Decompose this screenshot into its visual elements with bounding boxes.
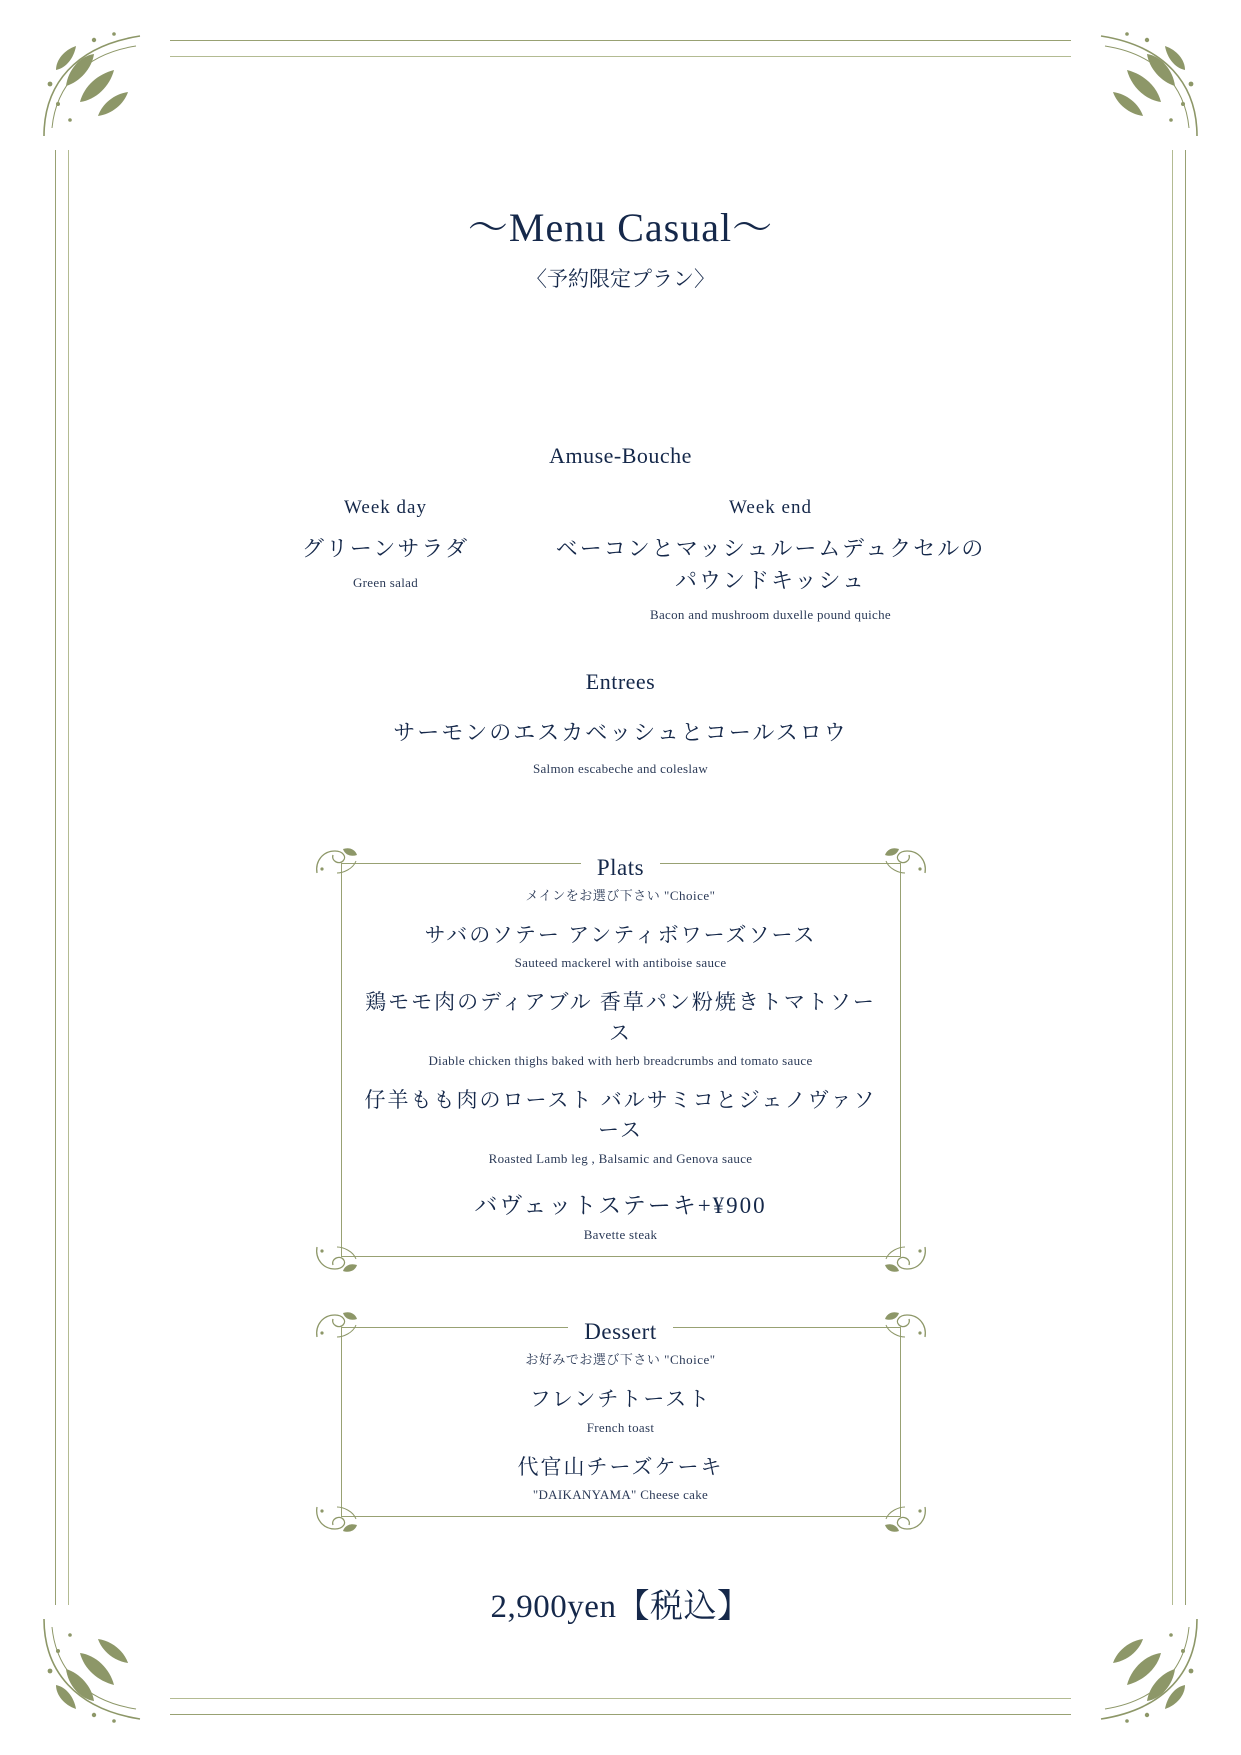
menu-item	[359, 987, 883, 1069]
menu-item-en: French toast	[586, 1419, 655, 1435]
weekend-dish-jp-line1: ベーコンとマッシュルームデュクセルの	[555, 536, 986, 561]
plats-choice-note: メインをお選び下さい "Choice"	[525, 887, 716, 903]
menu-item-jp: フレンチトースト	[529, 1387, 712, 1412]
menu-item-jp: 鶏モモ肉のディアブル 香草パン粉焼きトマトソース	[365, 990, 876, 1045]
section-heading: Plats	[581, 855, 660, 881]
price-total: 2,900yen【税込】	[490, 1589, 751, 1625]
menu-item-jp: 仔羊もも肉のロースト バルサミコとジェノヴァソース	[364, 1087, 877, 1143]
amuse-weekday	[236, 497, 536, 623]
page-title: ～Menu Casual～	[467, 205, 774, 250]
menu-content	[68, 56, 1173, 1699]
menu-item-en: Roasted Lamb leg , Balsamic and Genova sauce	[488, 1150, 753, 1166]
section-amuse-bouche	[68, 443, 1173, 623]
menu-item-jp: 代官山チーズケーキ	[517, 1454, 724, 1479]
menu-item	[359, 1189, 883, 1243]
menu-item-jp: バヴェットステーキ+¥900	[474, 1192, 767, 1218]
section-heading: Dessert	[568, 1319, 672, 1345]
amuse-weekend	[536, 497, 1006, 623]
entrees-dish-jp: サーモンのエスカベッシュとコールスロウ	[393, 719, 848, 745]
section-heading: Entrees	[585, 668, 656, 694]
weekend-label: Week end	[729, 497, 812, 518]
weekday-label: Week day	[344, 497, 427, 518]
section-dessert	[341, 1319, 901, 1517]
menu-item	[359, 1452, 883, 1503]
dessert-body	[341, 1319, 901, 1517]
menu-item-en: Sauteed mackerel with antiboise sauce	[514, 955, 727, 971]
menu-item	[359, 920, 883, 971]
weekday-dish-en: Green salad	[352, 574, 419, 590]
section-heading: Amuse-Bouche	[549, 443, 692, 468]
menu-item	[359, 1085, 883, 1167]
weekend-dish-jp-line2: パウンドキッシュ	[674, 567, 867, 593]
menu-item-en: Diable chicken thighs baked with herb breadcrumbs and tomato sauce	[428, 1052, 813, 1068]
weekday-dish-jp: グリーンサラダ	[301, 536, 470, 561]
dessert-choice-note: お好みでお選び下さい "Choice"	[525, 1352, 716, 1368]
amuse-columns	[68, 497, 1173, 623]
menu-item-en: Bavette steak	[583, 1227, 658, 1243]
entrees-dish-en: Salmon escabeche and coleslaw	[532, 760, 709, 776]
menu-item	[359, 1384, 883, 1435]
menu-item-jp: サバのソテー アンティボワーズソース	[424, 922, 817, 947]
page-subtitle: 〈予約限定プラン〉	[526, 267, 715, 291]
plats-body	[341, 854, 901, 1258]
section-plats	[341, 854, 901, 1258]
section-entrees	[68, 669, 1173, 777]
weekend-dish-en: Bacon and mushroom duxelle pound quiche	[650, 606, 891, 622]
menu-item-en: "DAIKANYAMA" Cheese cake	[532, 1487, 709, 1503]
